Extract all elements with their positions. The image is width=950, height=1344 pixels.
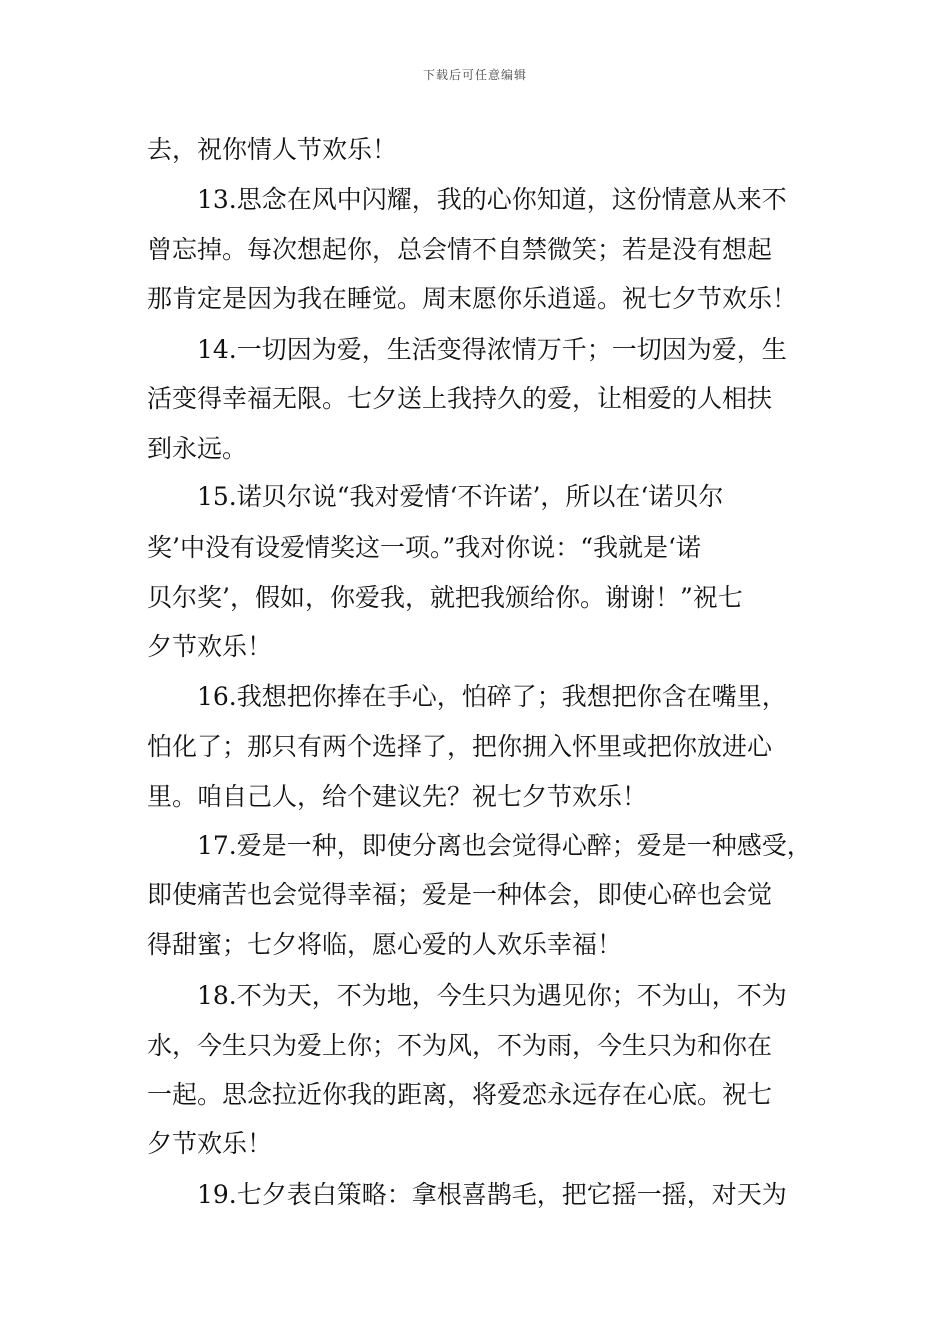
text-line: 18.不为天，不为地，今生只为遇见你；不为山，不为 [197, 981, 787, 1010]
text-line: 得甜蜜；七夕将临，愿心爱的人欢乐幸福！ [147, 930, 623, 959]
text-line: 去，祝你情人节欢乐！ [147, 135, 398, 164]
page-header-note: 下载后可任意编辑 [422, 68, 527, 82]
text-line: 即使痛苦也会觉得幸福；爱是一种体会，即使心碎也会觉 [147, 880, 773, 909]
text-line: 水，今生只为爱上你；不为风，不为雨，今生只为和你在 [147, 1031, 773, 1060]
text-line: 怕化了；那只有两个选择了，把你拥入怀里或把你放进心 [147, 732, 773, 761]
text-line: 到永远。 [147, 434, 248, 463]
text-line: 夕节欢乐！ [147, 1129, 273, 1158]
text-line: 17.爱是一种，即使分离也会觉得心醉；爱是一种感受， [197, 831, 812, 860]
text-line: 15.诺贝尔说“我对爱情‘不许诺’，所以在‘诺贝尔 [197, 482, 724, 511]
text-line: 里。咱自己人，给个建议先？祝七夕节欢乐！ [147, 782, 648, 811]
text-line: 一起。思念拉近你我的距离，将爱恋永远存在心底。祝七 [147, 1080, 773, 1109]
text-line: 贝尔奖’，假如，你爱我，就把我颁给你。谢谢！”祝七 [147, 583, 743, 612]
text-line: 夕节欢乐！ [147, 632, 273, 661]
text-line: 14.一切因为爱，生活变得浓情万千；一切因为爱，生 [197, 335, 787, 364]
text-line: 活变得幸福无限。七夕送上我持久的爱，让相爱的人相扶 [147, 384, 773, 413]
text-line: 曾忘掉。每次想起你，总会情不自禁微笑；若是没有想起 [147, 235, 773, 264]
text-line: 16.我想把你捧在手心，怕碎了；我想把你含在嘴里， [197, 682, 787, 711]
text-line: 奖’中没有设爱情奖这一项。”我对你说：“我就是‘诺 [147, 533, 701, 562]
text-line: 19.七夕表白策略：拿根喜鹊毛，把它摇一摇，对天为 [197, 1180, 787, 1209]
text-line: 那肯定是因为我在睡觉。周末愿你乐逍遥。祝七夕节欢乐！ [147, 284, 798, 313]
text-line: 13.思念在风中闪耀，我的心你知道，这份情意从来不 [197, 185, 787, 214]
